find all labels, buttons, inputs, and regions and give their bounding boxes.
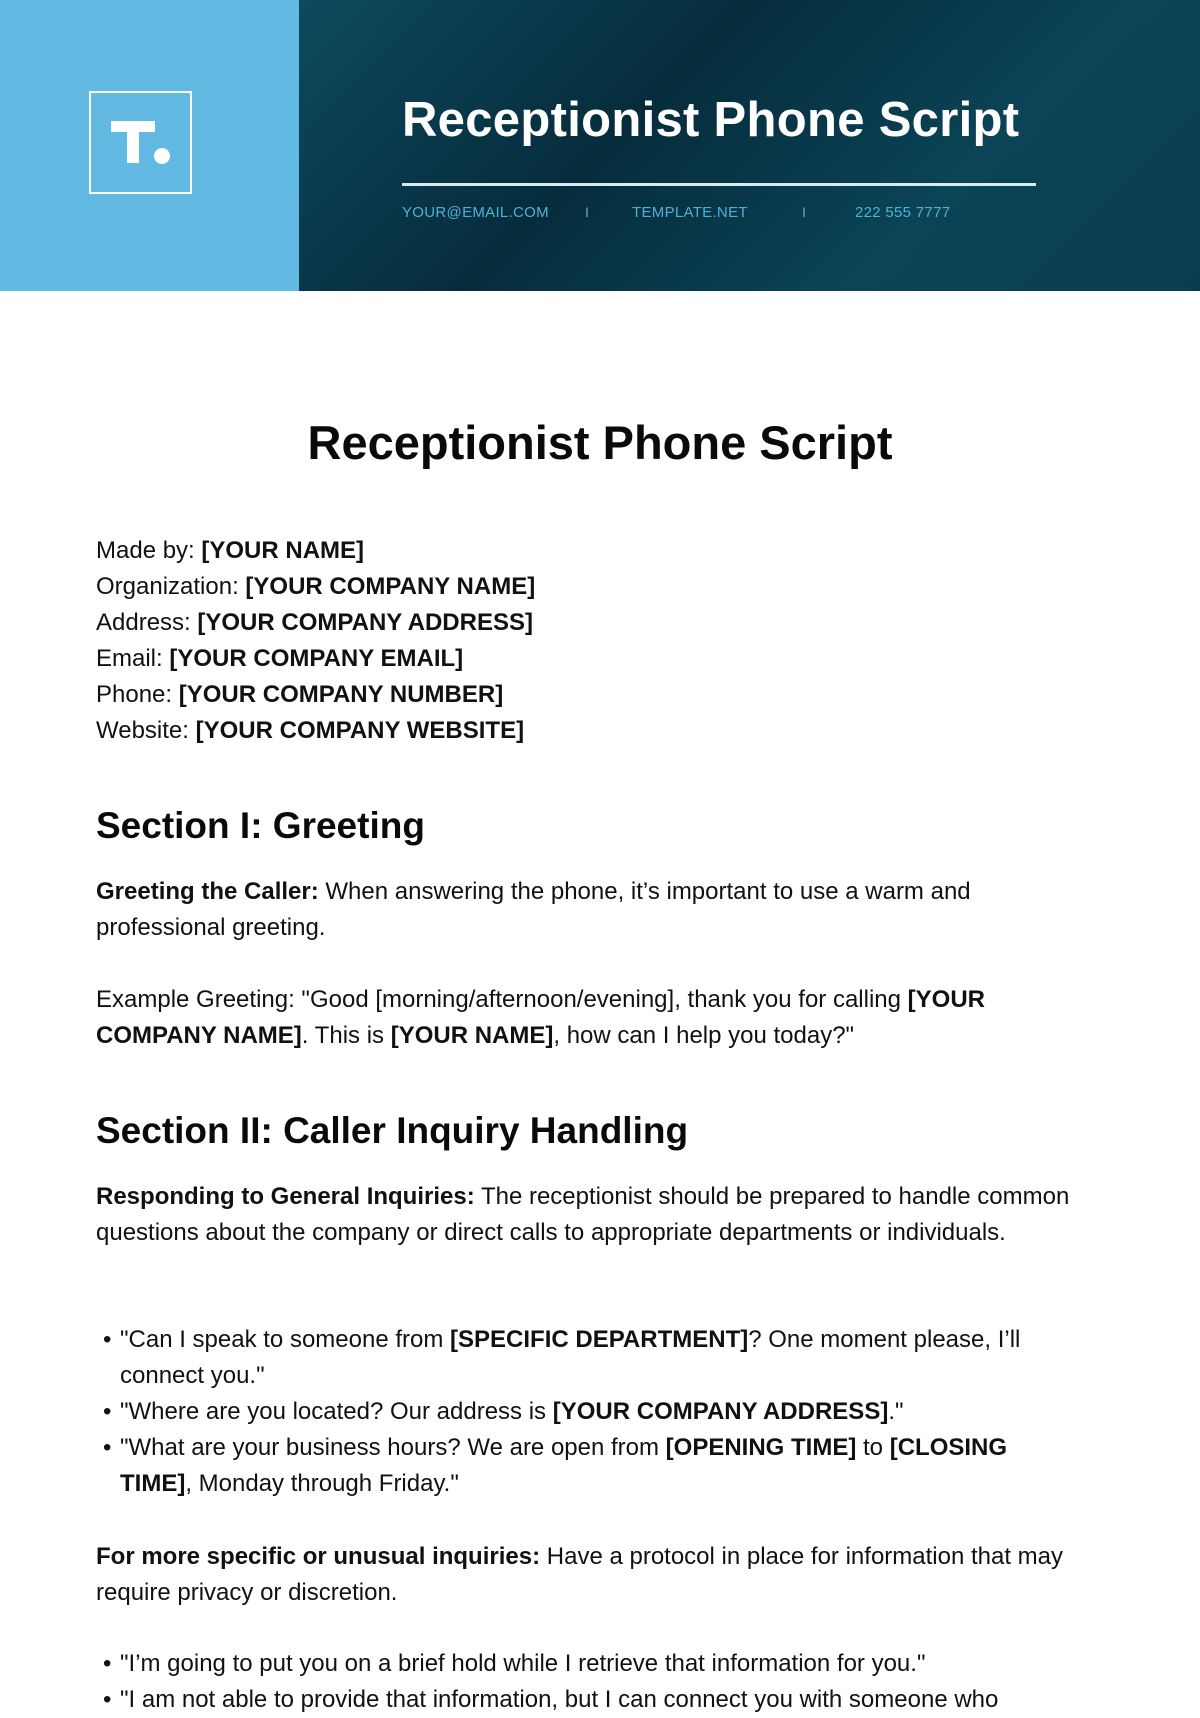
meta-value: [YOUR COMPANY NAME] (245, 573, 536, 600)
paragraph-lead: Responding to General Inquiries: (96, 1183, 475, 1210)
paragraph-lead: Greeting the Caller: (96, 878, 319, 905)
meta-value: [YOUR NAME] (201, 537, 365, 564)
header-title: Receptionist Phone Script (402, 93, 1020, 147)
list-item: • "I am not able to provide that information, but I can connect you with someone who (103, 1686, 999, 1713)
list-item-text: "I’m going to put you on a brief hold while I retrieve that information for you." (120, 1650, 926, 1677)
placeholder-department: [SPECIFIC DEPARTMENT] (450, 1326, 749, 1353)
list-item-text: to (856, 1434, 890, 1461)
placeholder-your-name: [YOUR NAME] (390, 1022, 554, 1049)
section-1-paragraph-1 (96, 874, 1076, 946)
meta-value: [YOUR COMPANY NUMBER] (178, 681, 504, 708)
meta-label: Phone: (96, 681, 173, 708)
meta-label: Website: (96, 717, 189, 744)
list-item-text: "I am not able to provide that information, but I can connect you with someone who (120, 1686, 999, 1713)
meta-organization (96, 569, 535, 605)
header-phone[interactable]: 222 555 7777 (855, 204, 951, 221)
section-2-paragraph-2 (96, 1539, 1076, 1611)
header-email[interactable]: YOUR@EMAIL.COM (402, 204, 549, 221)
paragraph-text: . This is (301, 1022, 391, 1049)
paragraph-text: Have a protocol in place for information that may require privacy or discretion. (96, 1543, 1064, 1606)
list-item-text: "Where are you located? Our address is (120, 1398, 553, 1425)
header-left-panel (0, 0, 299, 291)
list-item: • "Can I speak to someone from [SPECIFIC DEPARTMENT]? One moment please, I’ll connect you." (103, 1326, 1021, 1389)
document-meta (96, 533, 535, 749)
meta-label: Made by: (96, 537, 195, 564)
meta-value: [YOUR COMPANY ADDRESS] (197, 609, 533, 636)
placeholder-closing-time: [CLOSING TIME] (120, 1434, 1008, 1497)
section-1-heading: Section I: Greeting (96, 805, 425, 846)
paragraph-text: The receptionist should be prepared to handle common questions about the company or direct calls to appropriate departments or individuals. (96, 1183, 1070, 1246)
list-item: • "I’m going to put you on a brief hold while I retrieve that information for you." (103, 1650, 926, 1677)
logo (89, 91, 192, 194)
specific-inquiry-list (96, 1646, 1076, 1718)
meta-made-by (96, 533, 535, 569)
header-divider (402, 183, 1036, 186)
meta-website (96, 713, 535, 749)
paragraph-lead: For more specific or unusual inquiries: (96, 1543, 541, 1570)
list-item-text: ." (888, 1398, 904, 1425)
contact-separator: I (802, 204, 806, 220)
section-2-heading: Section II: Caller Inquiry Handling (96, 1110, 689, 1151)
list-item-text: "What are your business hours? We are open from (120, 1434, 666, 1461)
meta-value: [YOUR COMPANY WEBSITE] (195, 717, 525, 744)
header-website[interactable]: TEMPLATE.NET (632, 204, 748, 221)
meta-address (96, 605, 535, 641)
document-title: Receptionist Phone Script (307, 416, 893, 469)
list-item: • "Where are you located? Our address is [YOUR COMPANY ADDRESS]." (103, 1398, 904, 1425)
list-item-text: "Can I speak to someone from (120, 1326, 451, 1353)
section-2-paragraph-1 (96, 1179, 1076, 1251)
placeholder-company-name: [YOUR COMPANY NAME] (96, 986, 985, 1049)
meta-label: Address: (96, 609, 191, 636)
header-banner (0, 0, 1200, 291)
meta-label: Email: (96, 645, 163, 672)
meta-label: Organization: (96, 573, 239, 600)
list-item-text: ? One moment please, I’ll connect you." (120, 1326, 1021, 1389)
paragraph-text: Example Greeting: "Good [morning/afternoon/evening], thank you for calling (96, 986, 908, 1013)
contact-separator: I (585, 204, 589, 220)
meta-value: [YOUR COMPANY EMAIL] (169, 645, 464, 672)
meta-email (96, 641, 535, 677)
list-item-text: , Monday through Friday." (185, 1470, 459, 1497)
paragraph-text: , how can I help you today?" (553, 1022, 855, 1049)
list-item: • "What are your business hours? We are open from [OPENING TIME] to [CLOSING TIME], Monday through Friday." (103, 1434, 1008, 1497)
paragraph-text: When answering the phone, it’s important to use a warm and professional greeting. (96, 878, 971, 941)
meta-phone (96, 677, 535, 713)
section-1-example-greeting (96, 982, 1076, 1054)
general-inquiry-list (96, 1322, 1076, 1502)
placeholder-opening-time: [OPENING TIME] (665, 1434, 857, 1461)
placeholder-address: [YOUR COMPANY ADDRESS] (552, 1398, 889, 1425)
logo-t-icon (91, 93, 190, 192)
